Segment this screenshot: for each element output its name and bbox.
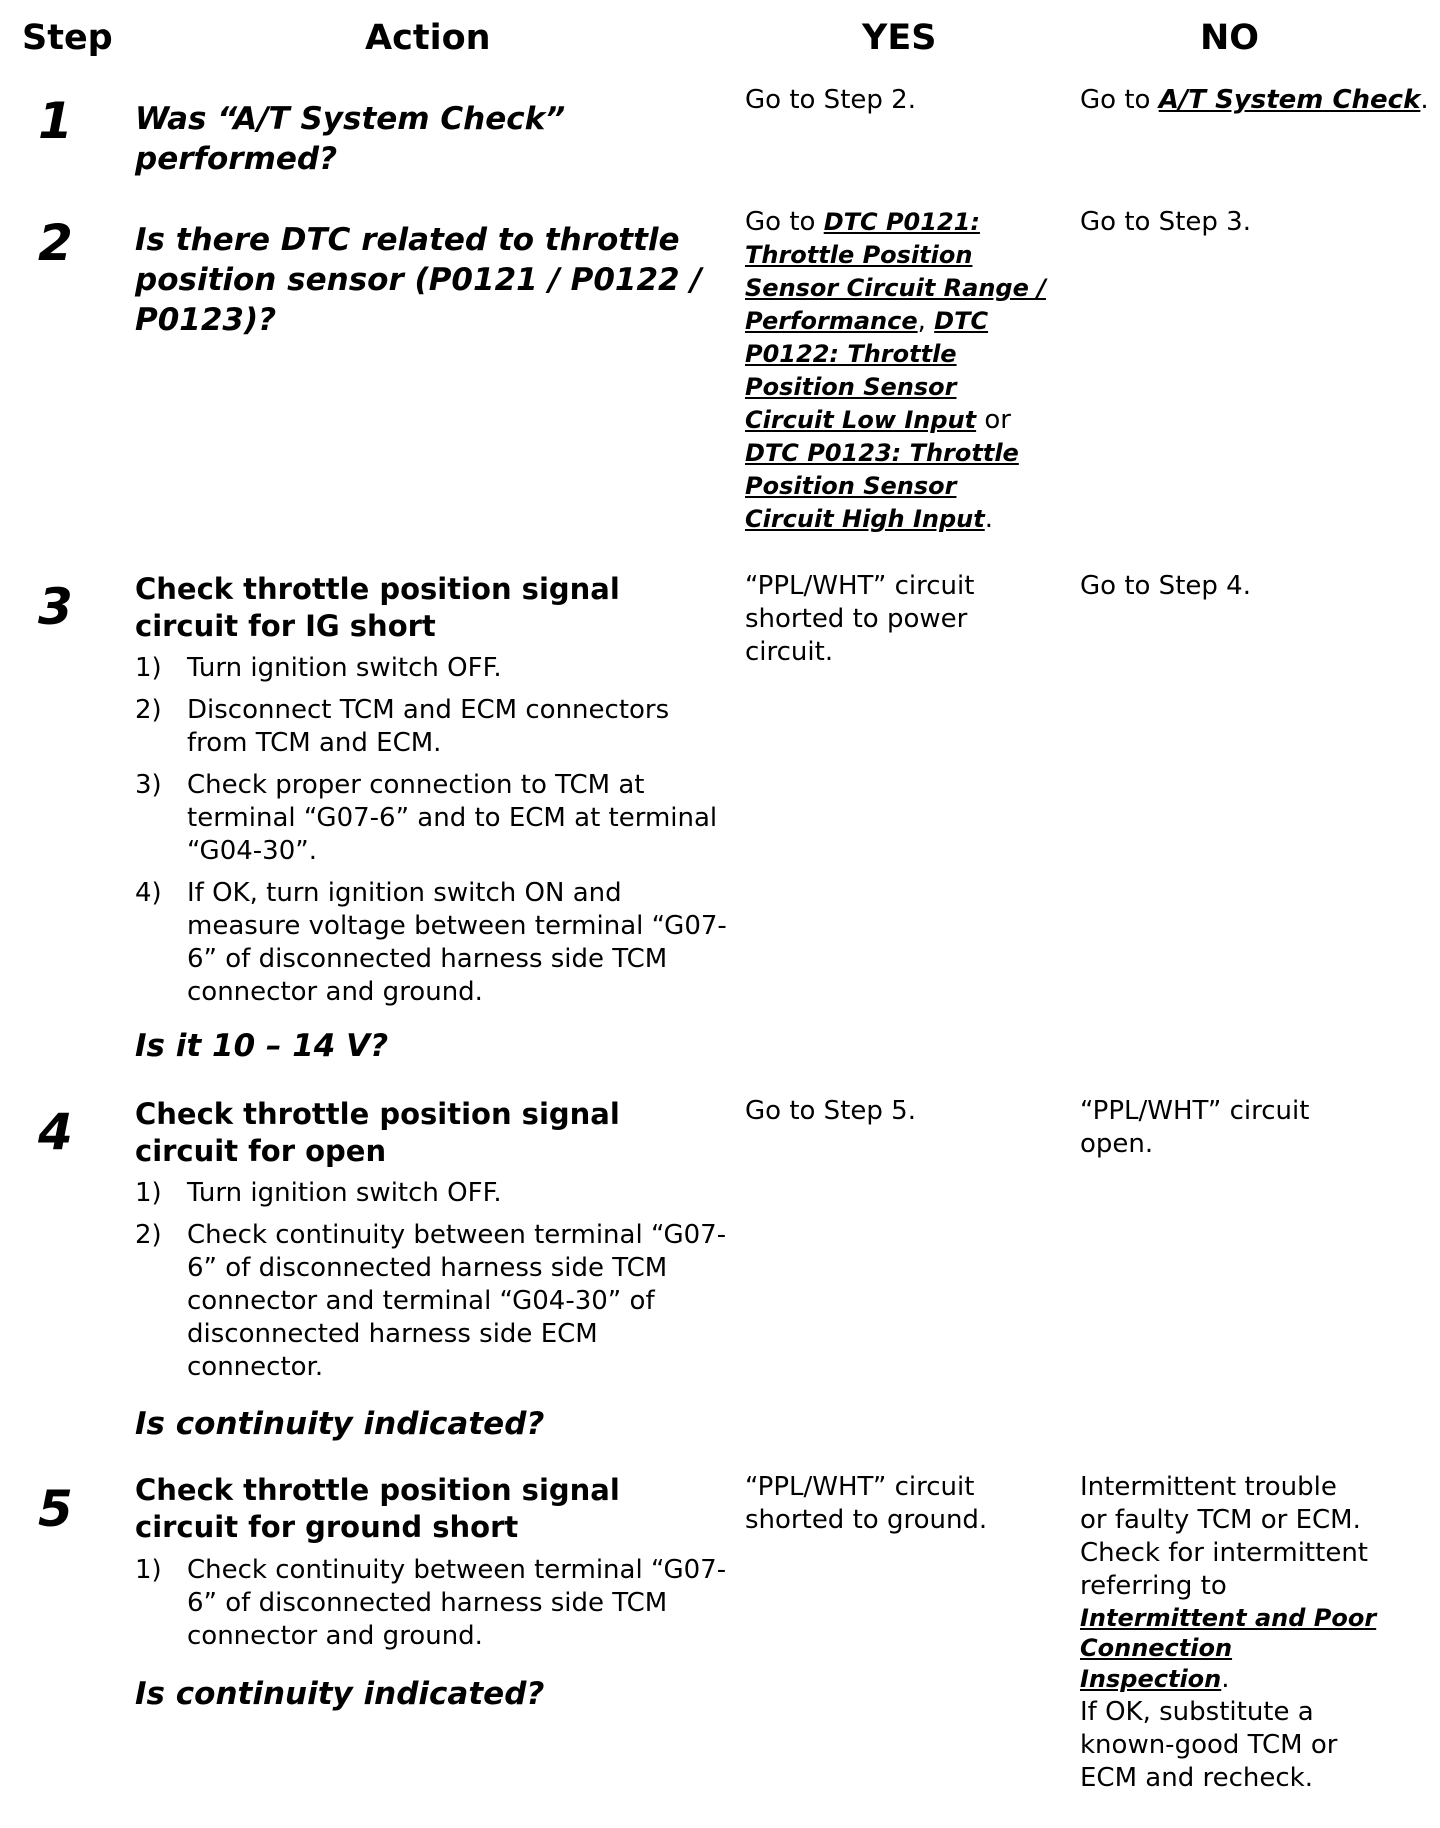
procedure-item	[135, 694, 735, 760]
procedure-item-number: 3)	[135, 770, 162, 800]
yes-action-sep: or	[976, 405, 1011, 435]
header-step: Step	[22, 18, 113, 58]
step-question: Is continuity indicated?	[135, 1406, 545, 1442]
no-action-line: Intermittent trouble	[1080, 1472, 1337, 1502]
no-action: Go to Step 4.	[1080, 571, 1251, 601]
ref-link-intermittent-inspection[interactable]: Intermittent and Poor	[1080, 1604, 1377, 1632]
ref-link-intermittent-inspection[interactable]: Connection	[1080, 1634, 1233, 1662]
procedure-item-text: Check continuity between terminal “G07-6” of disconnected harness side TCM connector and ground.	[187, 1555, 727, 1651]
yes-action: Go to Step 2.	[745, 85, 916, 115]
step-number: 1	[38, 92, 73, 150]
ref-link-dtc-p0123[interactable]: DTC P0123: Throttle Position Sensor Circuit High Input	[745, 439, 1019, 533]
step-title: Check throttle position signal circuit for open	[135, 1097, 620, 1168]
no-action: Go to Step 3.	[1080, 207, 1251, 237]
no-action-line: known-good TCM or	[1080, 1730, 1338, 1760]
step-number: 2	[38, 214, 73, 272]
ref-link-dtc-p0122[interactable]: DTC P0122: Throttle Position Sensor Circuit Low Input	[745, 307, 989, 434]
procedure-item-number: 1)	[135, 1555, 162, 1585]
step-number: 4	[38, 1103, 73, 1161]
step-question: Is it 10 – 14 V?	[135, 1028, 389, 1064]
yes-action: “PPL/WHT” circuit shorted to power circuit.	[745, 571, 975, 667]
procedure-list	[135, 652, 735, 1018]
yes-action: “PPL/WHT” circuit shorted to ground.	[745, 1472, 988, 1535]
procedure-item	[135, 877, 735, 1009]
ref-link-intermittent-inspection[interactable]: Inspection	[1080, 1665, 1222, 1693]
procedure-list	[135, 1554, 735, 1662]
procedure-item-number: 2)	[135, 695, 162, 725]
step-number: 3	[38, 578, 73, 636]
procedure-item-text: Check proper connection to TCM at terminal “G07-6” and to ECM at terminal “G04-30”.	[187, 770, 718, 866]
procedure-item	[135, 1219, 735, 1384]
step-number: 5	[38, 1480, 73, 1538]
no-action-line: or faulty TCM or ECM.	[1080, 1505, 1361, 1535]
procedure-item-number: 2)	[135, 1220, 162, 1250]
yes-action-suffix: .	[984, 504, 993, 534]
no-action-line: If OK, substitute a	[1080, 1697, 1314, 1727]
yes-action-sep: ,	[917, 306, 935, 336]
ref-link-at-system-check[interactable]: A/T System Check	[1158, 85, 1421, 115]
yes-action	[745, 206, 1050, 536]
header-no: NO	[1200, 18, 1260, 58]
procedure-list	[135, 1177, 735, 1393]
header-action: Action	[365, 18, 491, 58]
step-question: Was “A/T System Check” performed?	[135, 101, 566, 177]
procedure-item-text: Turn ignition switch OFF.	[187, 653, 502, 683]
step-question: Is there DTC related to throttle position sensor (P0121 / P0122 / P0123)?	[135, 222, 702, 338]
step-question: Is continuity indicated?	[135, 1676, 545, 1712]
no-action-suffix: .	[1420, 85, 1429, 115]
no-action	[1080, 1471, 1378, 1795]
no-action	[1080, 84, 1429, 117]
procedure-item-text: If OK, turn ignition switch ON and measure voltage between terminal “G07-6” of disconnected harness side TCM connector and ground.	[187, 878, 727, 1007]
no-action-suffix: .	[1221, 1664, 1230, 1694]
procedure-item	[135, 652, 735, 685]
procedure-item	[135, 769, 735, 868]
yes-action-prefix: Go to	[745, 207, 824, 237]
yes-action: Go to Step 5.	[745, 1096, 916, 1126]
no-action-prefix: Go to	[1080, 85, 1159, 115]
procedure-item-number: 1)	[135, 653, 162, 683]
procedure-item	[135, 1554, 735, 1653]
no-action-line: Check for intermittent	[1080, 1538, 1368, 1568]
step-title: Check throttle position signal circuit for IG short	[135, 572, 620, 643]
procedure-item-number: 1)	[135, 1178, 162, 1208]
procedure-item-text: Check continuity between terminal “G07-6” of disconnected harness side TCM connector and terminal “G04-30” of disconnected harness side ECM connector.	[187, 1220, 727, 1382]
procedure-item-number: 4)	[135, 878, 162, 908]
no-action-line: referring to	[1080, 1571, 1227, 1601]
no-action: “PPL/WHT” circuit open.	[1080, 1096, 1310, 1159]
header-yes: YES	[862, 18, 937, 58]
no-action-line: ECM and recheck.	[1080, 1763, 1313, 1793]
procedure-item-text: Turn ignition switch OFF.	[187, 1178, 502, 1208]
procedure-item-text: Disconnect TCM and ECM connectors from TCM and ECM.	[187, 695, 670, 758]
step-title: Check throttle position signal circuit for ground short	[135, 1473, 620, 1544]
ref-link-dtc-p0121[interactable]: DTC P0121: Throttle Position Sensor Circuit Range / Performance	[745, 208, 1046, 335]
procedure-item	[135, 1177, 735, 1210]
